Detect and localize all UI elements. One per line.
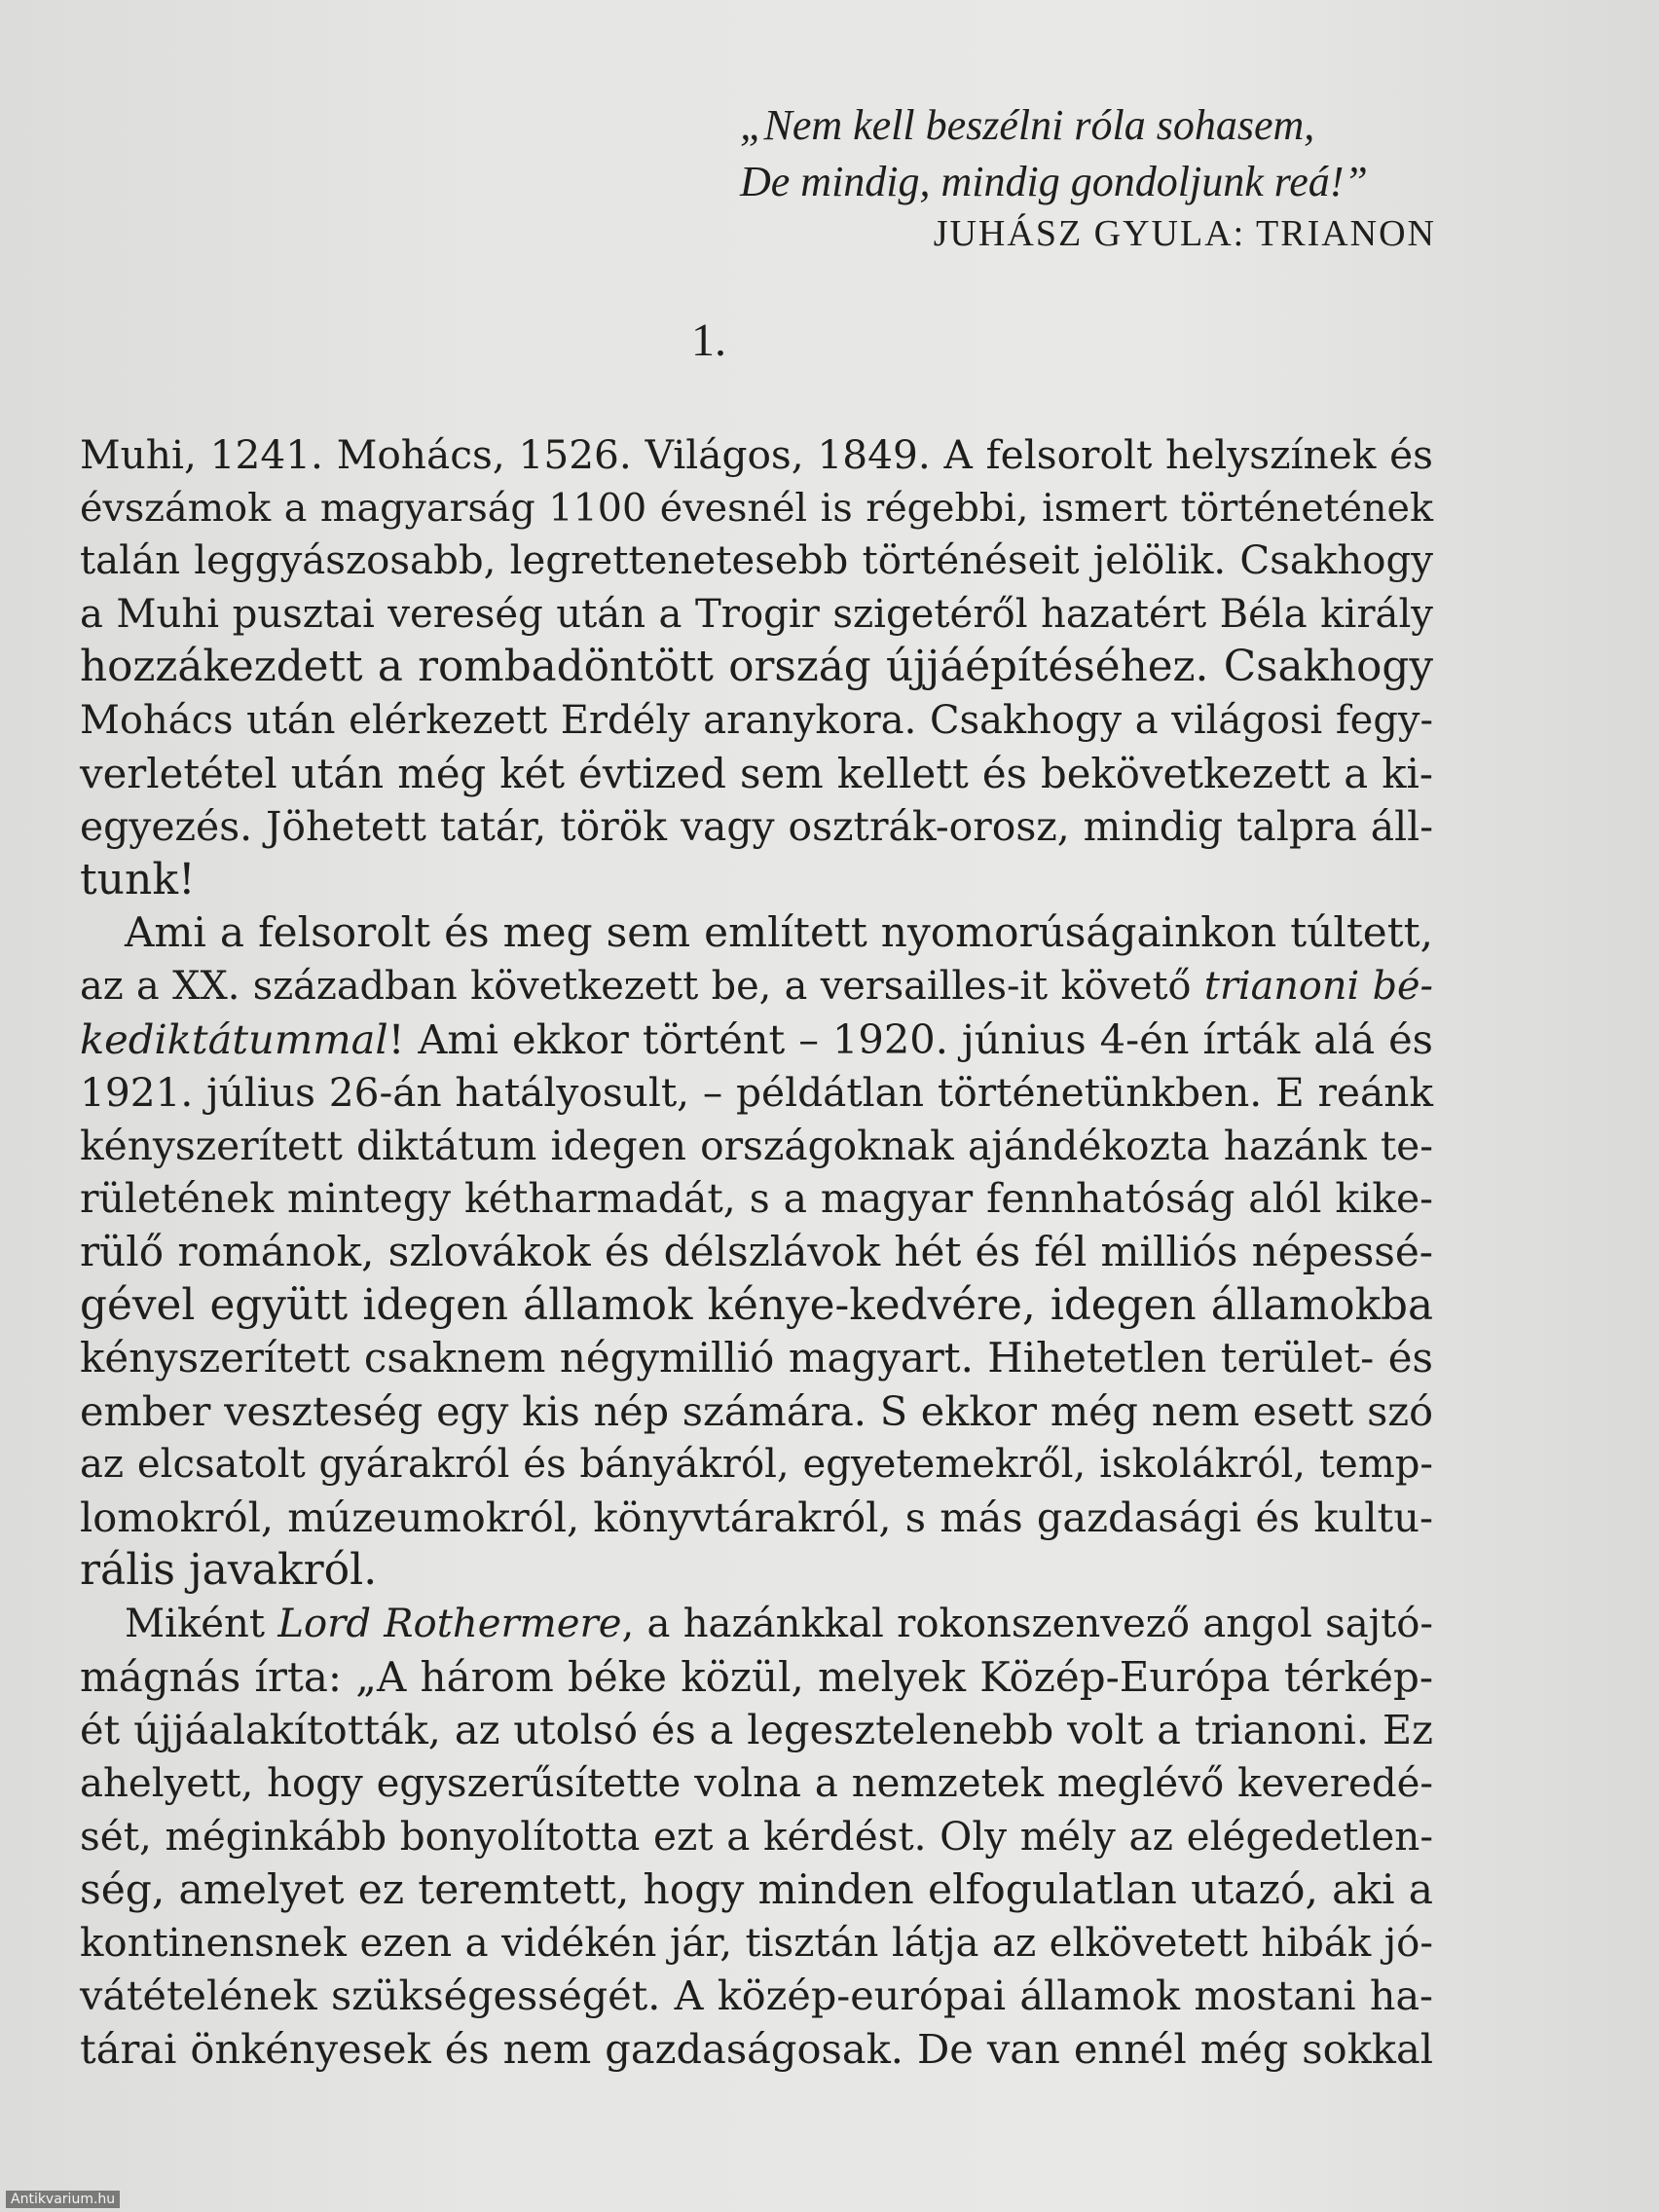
epigraph-line: „Nem kell beszélni róla sohasem, — [740, 101, 1315, 149]
text-line — [80, 960, 1433, 1014]
text-segment: rális javakról. — [80, 1545, 378, 1596]
text-line — [80, 535, 1433, 588]
text-segment: kényszerített csaknem négymillió magyart. Hihetetlen terület- és — [80, 1334, 1433, 1382]
text-segment: kontinensnek ezen a vidékén jár, tisztán látja az elkövetett hibák jó- — [80, 1920, 1433, 1966]
epigraph-author: JUHÁSZ GYULA: TRIANON — [933, 213, 1436, 254]
text-segment: tárai önkényesek és nem gazdaságosak. De van ennél még sokkal — [80, 2024, 1433, 2073]
text-segment: sét, méginkább bonyolította ezt a kérdést. Oly mély az elégedetlen- — [80, 1813, 1433, 1861]
text-line — [80, 1863, 1433, 1917]
text-segment: Mohács után elérkezett Erdély aranykora. Csakhogy a világosi fegy- — [80, 697, 1433, 743]
text-line — [80, 588, 1433, 642]
text-line — [80, 2023, 1433, 2077]
text-segment: vátételének szükségességét. A közép-európai államok mostani ha- — [80, 1972, 1433, 2020]
text-segment: rületének mintegy kétharmadát, s a magyar fennhatóság alól kike- — [80, 1175, 1433, 1223]
text-segment: a Muhi pusztai vereség után a Trogir szigetéről hazatért Béla király — [80, 591, 1433, 637]
text-segment: , a hazánkkal rokonszenvező angol sajtó- — [621, 1602, 1433, 1647]
text-segment: Ami a felsorolt és meg sem említett nyomorúságainkon túltett, — [125, 908, 1433, 957]
text-line — [80, 1014, 1433, 1067]
text-line — [80, 1917, 1433, 1971]
text-line — [80, 1492, 1433, 1545]
text-line — [80, 1226, 1433, 1279]
text-line — [80, 1120, 1433, 1173]
text-line — [80, 428, 1433, 482]
body-text — [80, 428, 1433, 2076]
epigraph — [740, 97, 1436, 254]
text-line — [80, 1438, 1433, 1492]
text-segment: ség, amelyet ez teremtett, hogy minden elfogulatlan utazó, aki a — [80, 1865, 1433, 1914]
text-line — [80, 641, 1433, 694]
text-line — [80, 800, 1433, 854]
text-line — [80, 1172, 1433, 1226]
text-segment: évszámok a magyarság 1100 évesnél is régebbi, ismert történetének — [80, 485, 1433, 531]
epigraph-line: De mindig, mindig gondoljunk reá!” — [740, 158, 1368, 205]
text-segment: az elcsatolt gyárakról és bányákról, egyetemekről, iskolákról, temp- — [80, 1442, 1433, 1488]
text-line — [80, 748, 1433, 801]
text-line — [80, 1544, 1433, 1598]
text-line — [80, 1066, 1433, 1120]
text-segment: egyezés. Jöhetett tatár, török vagy osztrák-orosz, mindig talpra áll- — [80, 803, 1433, 851]
text-segment: hozzákezdett a rombadöntött ország újjáépítéséhez. Csakhogy — [80, 642, 1433, 692]
text-line — [80, 1704, 1433, 1757]
text-segment: ahelyett, hogy egyszerűsítette volna a nemzetek meglévő keveredé- — [80, 1760, 1433, 1806]
text-segment: ember veszteség egy kis nép számára. S ekkor még nem esett szó — [80, 1387, 1433, 1435]
text-segment: lomokról, múzeumokról, könyvtárakról, s más gazdasági és kultu- — [80, 1493, 1433, 1541]
italic-text: Lord Rothermere — [277, 1602, 622, 1647]
italic-text: trianoni bé- — [1203, 963, 1433, 1009]
text-segment: Miként — [125, 1602, 278, 1647]
text-segment: tunk! — [80, 854, 196, 904]
text-segment: az a XX. században következett be, a versailles-it követő — [80, 963, 1204, 1009]
text-line — [80, 906, 1433, 960]
italic-text: kediktátummal — [80, 1014, 388, 1063]
text-segment: ! Ami ekkor történt – 1920. június 4-én írták alá és — [387, 1014, 1433, 1063]
text-line — [80, 482, 1433, 535]
text-line — [80, 854, 1433, 907]
text-line — [80, 1598, 1433, 1651]
text-line — [80, 1385, 1433, 1439]
text-segment: kényszerített diktátum idegen országoknak ajándékozta hazánk te- — [80, 1122, 1433, 1169]
text-line — [80, 1332, 1433, 1385]
watermark-label: Antikvarium.hu — [6, 2191, 120, 2208]
text-segment: rülő románok, szlovákok és délszlávok hét és fél milliós népessé- — [80, 1227, 1433, 1275]
text-segment: gével együtt idegen államok kénye-kedvére, idegen államokba — [80, 1279, 1433, 1330]
chapter-number: 1. — [691, 314, 726, 366]
text-segment: ét újjáalakították, az utolsó és a legesztelenebb volt a trianoni. Ez — [80, 1707, 1433, 1754]
text-line — [80, 1757, 1433, 1811]
text-line — [80, 694, 1433, 748]
text-line — [80, 1279, 1433, 1333]
text-segment: verletétel után még két évtized sem kellett és bekövetkezett a ki- — [80, 749, 1433, 797]
text-segment: Muhi, 1241. Mohács, 1526. Világos, 1849. A felsorolt helyszínek és — [80, 431, 1433, 478]
text-segment: mágnás írta: „A három béke közül, melyek Közép-Európa térkép- — [80, 1652, 1433, 1701]
text-line — [80, 1970, 1433, 2023]
text-line — [80, 1651, 1433, 1705]
text-segment: talán leggyászosabb, legrettenetesebb történéseit jelölik. Csakhogy — [80, 538, 1433, 584]
text-line — [80, 1810, 1433, 1863]
text-segment: 1921. július 26-án hatályosult, – példátlan történetünkben. E reánk — [80, 1069, 1433, 1117]
